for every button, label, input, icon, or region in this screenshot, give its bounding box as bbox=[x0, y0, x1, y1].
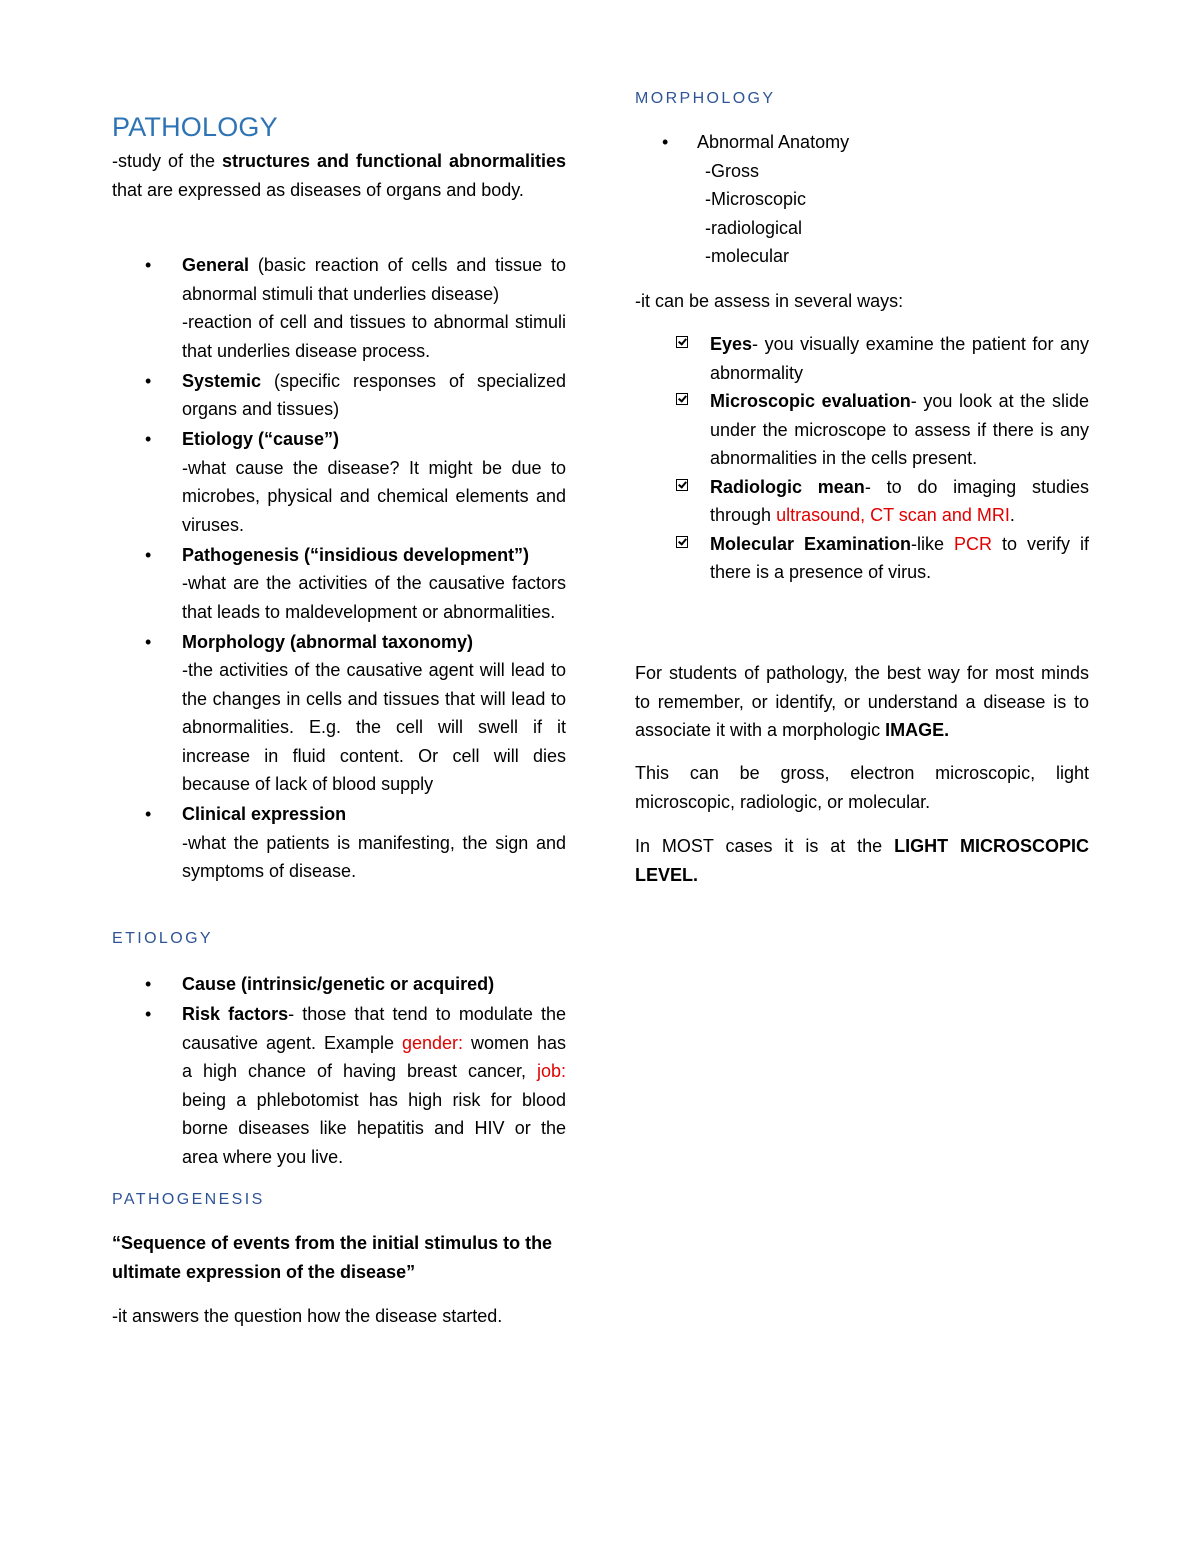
item-text: women has a high chance of having breast cancer, bbox=[182, 1032, 566, 1081]
pathogenesis-answer: -it answers the question how the disease started. bbox=[112, 1306, 503, 1326]
assessment-list bbox=[635, 330, 1089, 587]
list-item-systemic bbox=[112, 367, 566, 424]
sub-microscopic: -Microscopic bbox=[705, 189, 807, 209]
item-text: - you visually examine the patient for any abnormality bbox=[710, 334, 1089, 383]
para-bold: IMAGE. bbox=[885, 720, 950, 740]
item-title: Cause (intrinsic/genetic or acquired) bbox=[182, 974, 495, 994]
sub-gross: -Gross bbox=[705, 160, 759, 181]
item-text: -like bbox=[911, 533, 955, 554]
item-text: (specific responses of specialized organs and tissues) bbox=[182, 370, 566, 419]
etiology-heading: ETIOLOGY bbox=[112, 930, 213, 947]
list-item-risk-factors bbox=[112, 1000, 566, 1171]
item-title: Etiology (“cause”) bbox=[182, 429, 340, 449]
item-sub: -what the patients is manifesting, the sign and symptoms of disease. bbox=[182, 832, 566, 881]
morphology-heading: MORPHOLOGY bbox=[635, 90, 776, 107]
light-microscopic-paragraph bbox=[635, 832, 1089, 889]
sub-radiological: -radiological bbox=[705, 217, 803, 238]
check-item-microscopic bbox=[635, 387, 1089, 473]
highlight-gender: gender: bbox=[401, 1032, 464, 1053]
pathogenesis-quote bbox=[112, 1229, 566, 1286]
item-text: . bbox=[1009, 505, 1015, 525]
check-item-radiologic bbox=[635, 473, 1089, 530]
list-item-anatomy bbox=[635, 128, 1089, 271]
bullet-icon: • bbox=[145, 544, 152, 565]
item-title: Eyes bbox=[710, 334, 753, 354]
sub-molecular: -molecular bbox=[705, 246, 790, 266]
intro-bold: structures and functional abnormalities bbox=[222, 151, 567, 171]
list-item-cause bbox=[112, 970, 566, 999]
students-paragraph bbox=[635, 659, 1089, 745]
list-item-morphology bbox=[112, 628, 566, 799]
item-text: - those that tend to modulate the causative agent. Example bbox=[182, 1004, 566, 1053]
gross-paragraph: This can be gross, electron microscopic, light microscopic, radiologic, or molecular. bbox=[635, 763, 1089, 812]
item-sub: -what are the activities of the causative factors that leads to maldevelopment or abnormalities. bbox=[182, 573, 566, 622]
check-item-molecular bbox=[635, 530, 1089, 587]
list-item-general bbox=[112, 251, 566, 365]
morphology-list bbox=[635, 128, 1089, 272]
etiology-list bbox=[112, 970, 566, 1173]
list-item-clinical bbox=[112, 800, 566, 886]
bullet-icon: • bbox=[145, 429, 152, 449]
list-item-etiology bbox=[112, 425, 566, 539]
highlight-imaging: ultrasound, CT scan and MRI bbox=[776, 505, 1010, 525]
assess-text: -it can be assess in several ways: bbox=[635, 291, 904, 311]
para-text: In MOST cases it is at the bbox=[635, 836, 895, 856]
item-sub: -reaction of cell and tissues to abnormal stimuli that underlies disease process. bbox=[182, 312, 566, 361]
checkbox-icon bbox=[676, 536, 688, 548]
item-title: Abnormal Anatomy bbox=[697, 132, 850, 152]
item-sub: -what cause the disease? It might be due to microbes, physical and chemical elements and viruses. bbox=[182, 457, 566, 535]
item-title: Microscopic evaluation bbox=[710, 391, 911, 411]
pathology-list bbox=[112, 251, 566, 887]
highlight-pcr: PCR bbox=[954, 533, 993, 554]
list-item-pathogenesis bbox=[112, 541, 566, 627]
check-item-eyes bbox=[635, 330, 1089, 387]
item-text: to verify if there is a presence of virus. bbox=[710, 533, 1089, 582]
checkbox-icon bbox=[676, 479, 688, 491]
para-bold: LIGHT MICROSCOPIC LEVEL. bbox=[635, 836, 1089, 885]
checkbox-icon bbox=[676, 393, 688, 405]
item-title: Risk factors bbox=[182, 1004, 289, 1024]
item-title: Molecular Examination bbox=[710, 533, 912, 554]
intro-paragraph bbox=[112, 147, 566, 204]
bullet-icon: • bbox=[145, 631, 152, 652]
item-text: being a phlebotomist has high risk for blood borne diseases like hepatitis and HIV or the area where you live. bbox=[182, 1089, 566, 1167]
bullet-icon: • bbox=[145, 1004, 152, 1024]
quote-text: “Sequence of events from the initial stimulus to the ultimate expression of the disease” bbox=[112, 1233, 553, 1282]
page-title: PATHOLOGY bbox=[112, 112, 278, 142]
item-title: General bbox=[182, 255, 250, 275]
intro-text-1: -study of the bbox=[112, 151, 222, 171]
item-title: Clinical expression bbox=[182, 804, 347, 824]
bullet-icon: • bbox=[145, 974, 152, 994]
bullet-icon: • bbox=[145, 255, 152, 275]
pathogenesis-heading: PATHOGENESIS bbox=[112, 1191, 265, 1208]
para-text: For students of pathology, the best way for most minds to remember, or identify, or understand a disease is to associate it with a morphologic bbox=[635, 663, 1089, 740]
item-text: (basic reaction of cells and tissue to abnormal stimuli that underlies disease) bbox=[182, 255, 566, 304]
intro-text-2: that are expressed as diseases of organs and body. bbox=[112, 179, 524, 200]
item-text: - to do imaging studies through bbox=[710, 476, 1089, 525]
item-title: Pathogenesis (“insidious development”) bbox=[182, 544, 530, 565]
item-title: Radiologic mean bbox=[710, 476, 865, 497]
item-sub: -the activities of the causative agent will lead to the changes in cells and tissues that will lead to abnormalities. E.g. the cell will swell if it increase in fluid content. Or cell will dies because of lack of blood supply bbox=[182, 660, 566, 794]
anatomy-subitems bbox=[697, 157, 1089, 271]
checkbox-icon bbox=[676, 336, 688, 348]
item-title: Systemic bbox=[182, 370, 262, 391]
item-text: - you look at the slide under the microscope to assess if there is any abnormalities in the cells present. bbox=[710, 391, 1089, 468]
highlight-job: job: bbox=[536, 1061, 566, 1081]
item-title: Morphology (abnormal taxonomy) bbox=[182, 631, 474, 652]
bullet-icon: • bbox=[662, 132, 669, 152]
bullet-icon: • bbox=[145, 370, 152, 391]
bullet-icon: • bbox=[145, 804, 152, 824]
